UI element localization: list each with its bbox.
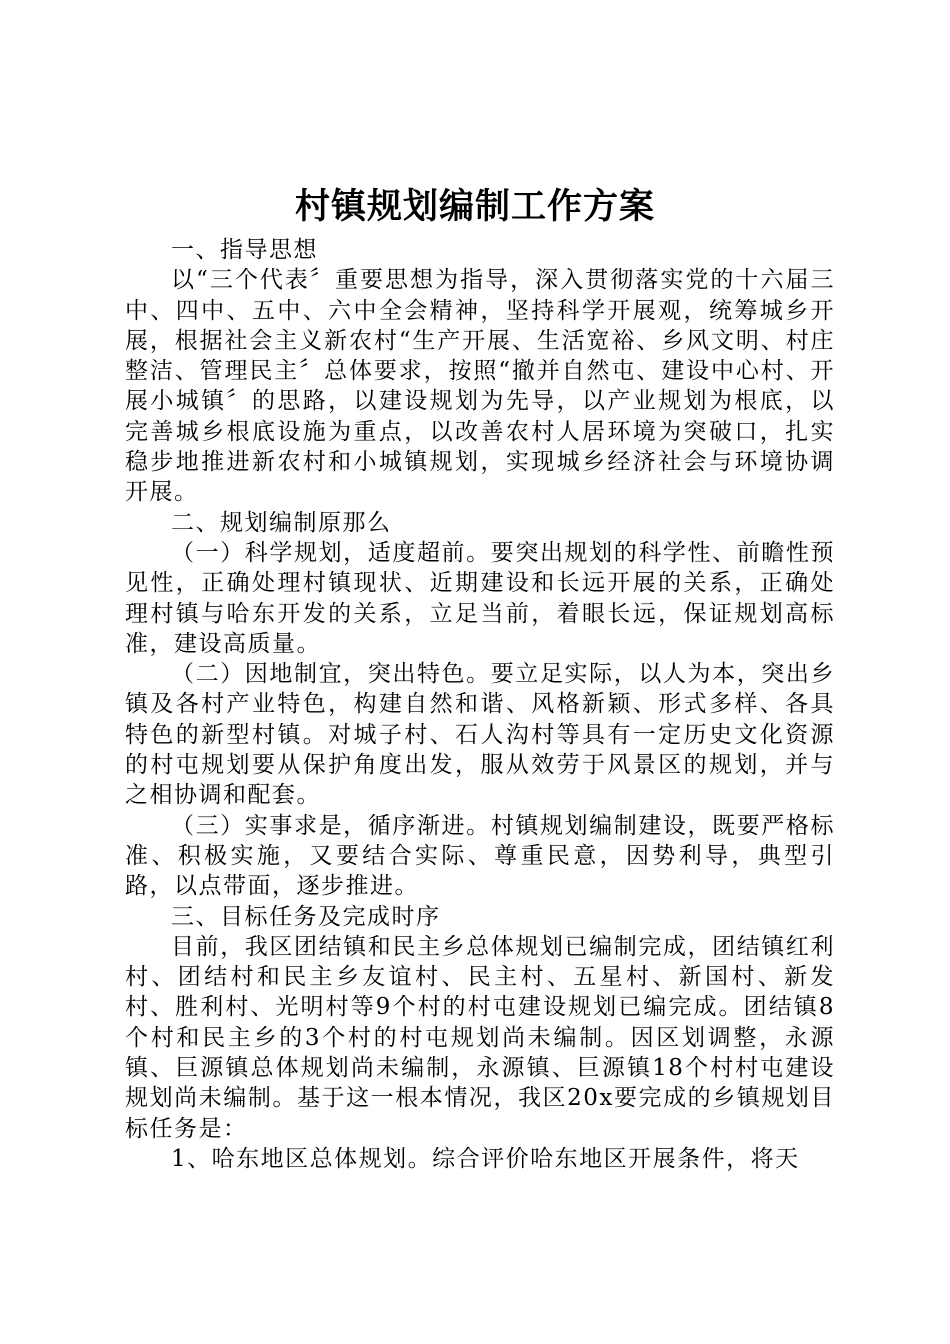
document-body [125,235,835,1174]
paragraph: 目前，我区团结镇和民主乡总体规划已编制完成，团结镇红利村、团结村和民主乡友谊村、民主村、五星村、新国村、新发村、胜利村、光明村等9个村的村屯建设规划已编完成。团结镇8个村和民主乡的3个村的村屯规划尚未编制。因区划调整，永源镇、巨源镇总体规划尚未编制，永源镇、巨源镇18个村村屯建设规划尚未编制。基于这一根本情况，我区20x要完成的乡镇规划目标任务是： [125,933,835,1142]
paragraph: （一）科学规划，适度超前。要突出规划的科学性、前瞻性预见性，正确处理村镇现状、近期建设和长远开展的关系，正确处理村镇与哈东开发的关系，立足当前，着眼长远，保证规划高标准，建设高质量。 [125,539,835,657]
paragraph: 以“三个代表〞重要思想为指导，深入贯彻落实党的十六届三中、四中、五中、六中全会精神，坚持科学开展观，统筹城乡开展，根据社会主义新农村“生产开展、生活宽裕、乡风文明、村庄整洁、管理民主〞总体要求，按照“撤并自然屯、建设中心村、开展小城镇〞的思路，以建设规划为先导，以产业规划为根底，以完善城乡根底设施为重点，以改善农村人居环境为突破口，扎实稳步地推进新农村和小城镇规划，实现城乡经济社会与环境协调开展。 [125,267,835,506]
section-heading-guiding-ideology: 一、指导思想 [171,237,318,263]
paragraph: （二）因地制宜，突出特色。要立足实际，以人为本，突出乡镇及各村产业特色，构建自然和谐、风格新颖、形式多样、各具特色的新型村镇。对城子村、石人沟村等具有一定历史文化资源的村屯规划要从保护角度出发，服从效劳于风景区的规划，并与之相协调和配套。 [125,661,835,809]
paragraph: 1、哈东地区总体规划。综合评价哈东地区开展条件，将天 [171,1145,800,1172]
document-title: 村镇规划编制工作方案 [294,186,655,227]
section-heading-principles: 二、规划编制原那么 [171,509,392,536]
paragraph: （三）实事求是，循序渐进。村镇规划编制建设，既要严格标准、积极实施，又要结合实际、尊重民意，因势利导，典型引路，以点带面，逐步推进。 [125,812,835,900]
section-heading-targets: 三、目标任务及完成时序 [171,903,441,930]
